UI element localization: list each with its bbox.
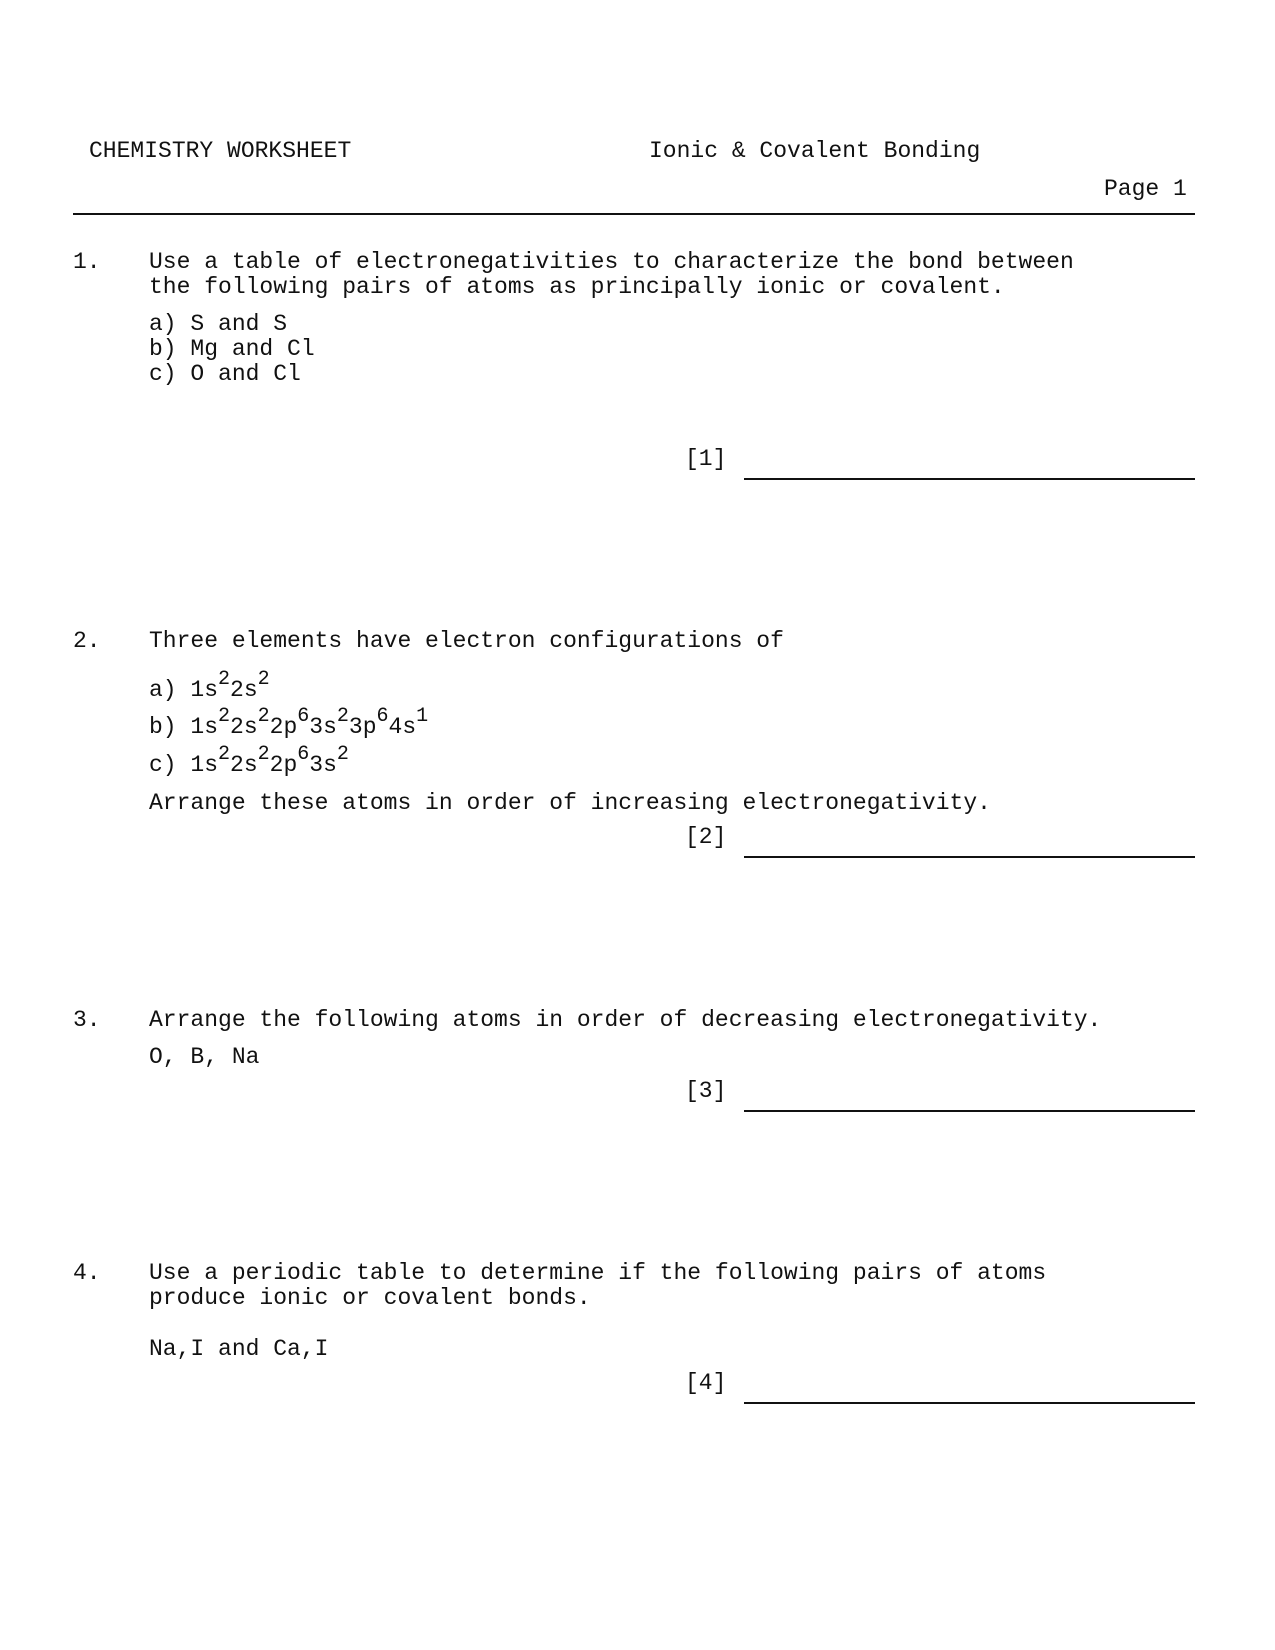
page-number: Page 1 [1104,176,1187,202]
list-item: O, B, Na [149,1044,260,1070]
electron-count: 1 [416,705,429,729]
orbital: 1s [190,677,219,703]
answer-line[interactable] [744,856,1195,858]
mark-label: [4] [685,1370,727,1396]
question-number: 3. [73,1007,101,1033]
worksheet-title: CHEMISTRY WORKSHEET [89,138,352,164]
question-text-line: the following pairs of atoms as principally ionic or covalent. [149,274,1005,300]
answer-line[interactable] [744,478,1195,480]
answer-line[interactable] [744,1402,1195,1404]
electron-count: 2 [336,743,349,767]
orbital: 2s [230,677,258,703]
electron-count: 2 [257,705,270,729]
electron-count: 6 [297,743,310,767]
electron-count: 2 [336,705,349,729]
mark-label: [1] [685,446,727,472]
orbital: 3s [309,714,337,740]
list-item: c) O and Cl [149,361,301,387]
orbital: 2p [269,752,298,778]
config-label: c) [149,752,191,778]
question-text-line: Use a table of electronegativities to characterize the bond between [149,249,1074,275]
worksheet-topic: Ionic & Covalent Bonding [649,138,981,164]
electron-configuration [149,743,349,778]
mark-label: [2] [685,824,727,850]
electron-count: 2 [218,705,231,729]
electron-configuration [149,705,429,740]
electron-count: 6 [297,705,310,729]
orbital: 4s [388,714,417,740]
list-item: Na,I and Ca,I [149,1336,329,1362]
question-text-line: Arrange these atoms in order of increasing electronegativity. [149,790,991,816]
orbital: 3p [348,714,377,740]
answer-line[interactable] [744,1110,1195,1112]
orbital: 1s [190,752,219,778]
config-label: a) [149,677,191,703]
electron-configuration [149,668,270,703]
orbital: 2s [230,752,258,778]
orbital: 2s [230,714,258,740]
question-text-line: produce ionic or covalent bonds. [149,1285,591,1311]
header-divider [73,213,1195,215]
electron-count: 2 [218,668,231,692]
list-item: a) S and S [149,311,288,337]
orbital: 2p [269,714,298,740]
orbital: 3s [309,752,337,778]
electron-count: 2 [257,743,270,767]
question-number: 4. [73,1260,101,1286]
electron-count: 2 [218,743,231,767]
question-text-line: Use a periodic table to determine if the following pairs of atoms [149,1260,1047,1286]
question-number: 2. [73,628,101,654]
list-item: b) Mg and Cl [149,336,315,362]
question-number: 1. [73,249,101,275]
orbital: 1s [190,714,219,740]
question-text-line: Three elements have electron configurations of [149,628,784,654]
electron-count: 2 [257,668,270,692]
mark-label: [3] [685,1078,727,1104]
question-text-line: Arrange the following atoms in order of decreasing electronegativity. [149,1007,1102,1033]
electron-count: 6 [376,705,389,729]
config-label: b) [149,714,191,740]
